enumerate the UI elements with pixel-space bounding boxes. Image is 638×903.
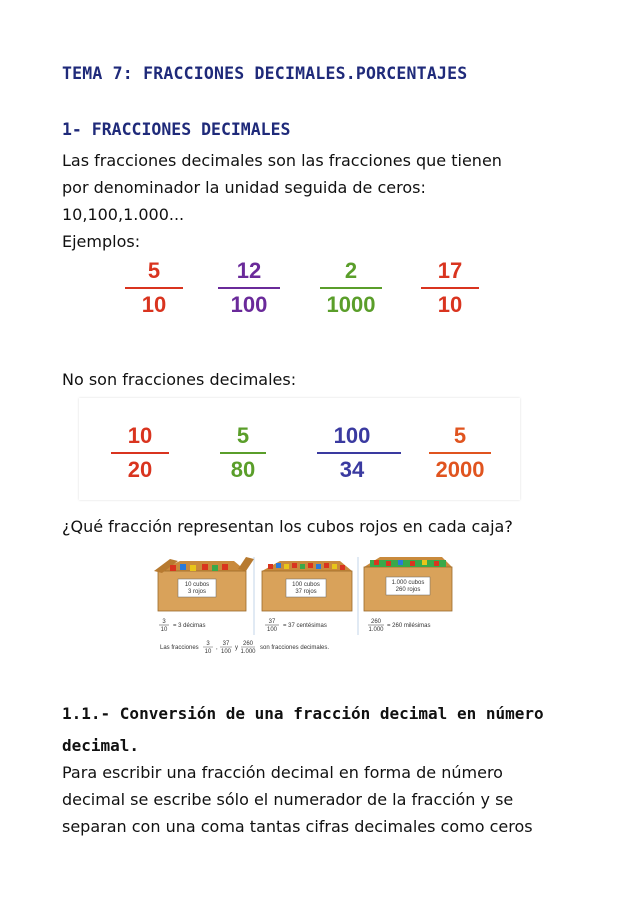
caption-separator: , — [216, 645, 218, 651]
fraction-non-example — [105, 423, 175, 483]
cube-box-2 — [262, 561, 352, 611]
numerator: 260 — [242, 641, 254, 647]
box-fraction-3 — [368, 619, 431, 633]
fraction-non-example — [208, 423, 278, 483]
cube-box-1 — [154, 557, 254, 611]
box-label: 1.000 cubos — [391, 580, 425, 586]
fraction-example — [119, 258, 189, 318]
paragraph-line: No son fracciones decimales: — [62, 370, 297, 389]
fraction-bar — [125, 287, 183, 289]
box-label: 10 cubos — [184, 582, 210, 588]
numerator: 5 — [236, 423, 250, 448]
numerator: 10 — [127, 423, 153, 448]
numerator: 3 — [162, 619, 166, 625]
denominator: 10 — [160, 627, 168, 633]
numerator: 17 — [437, 258, 463, 283]
fraction-non-example — [317, 423, 387, 483]
numerator: 12 — [236, 258, 262, 283]
cube-box-3 — [364, 557, 452, 611]
denominator: 100 — [266, 627, 278, 633]
numerator: 260 — [370, 619, 382, 625]
fraction-bar — [220, 452, 266, 454]
paragraph-line: Ejemplos: — [62, 232, 141, 251]
heading-line: 1.1.- Conversión de una fracción decimal en número — [62, 704, 544, 723]
numerator: 2 — [344, 258, 358, 283]
numerator: 5 — [147, 258, 161, 283]
box-label: 260 rojos — [395, 587, 421, 593]
question-text: ¿Qué fracción representan los cubos rojos en cada caja? — [62, 517, 513, 536]
denominator: 100 — [220, 649, 232, 655]
heading-line: decimal. — [62, 736, 140, 755]
paragraph-line: separan con una coma tantas cifras decimales como ceros — [62, 817, 533, 836]
numerator: 100 — [333, 423, 371, 448]
denominator: 10 — [204, 649, 212, 655]
figure-caption — [160, 641, 329, 655]
numerator: 37 — [222, 641, 230, 647]
fraction-bar — [218, 287, 280, 289]
fraction-bar — [320, 287, 382, 289]
denominator: 34 — [339, 457, 365, 482]
box-label: 37 rojos — [295, 589, 317, 595]
denominator: 1000 — [326, 292, 376, 317]
caption-suffix: son fracciones decimales. — [260, 645, 330, 651]
paragraph-line: Para escribir una fracción decimal en forma de número — [62, 763, 503, 782]
denominator: 2000 — [435, 457, 485, 482]
fraction-bar — [317, 452, 401, 454]
numerator: 5 — [453, 423, 467, 448]
fraction-bar — [429, 452, 491, 454]
denominator: 1.000 — [368, 627, 384, 633]
numerator: 3 — [206, 641, 210, 647]
denominator: 80 — [230, 457, 256, 482]
fraction-result: = 3 décimas — [173, 623, 206, 629]
fraction-example — [316, 258, 386, 318]
denominator: 20 — [127, 457, 153, 482]
fraction-example — [214, 258, 284, 318]
fraction-bar — [111, 452, 169, 454]
page-title: TEMA 7: FRACCIONES DECIMALES.PORCENTAJES — [62, 64, 468, 83]
fraction-result: = 260 milésimas — [387, 623, 431, 629]
denominator: 10 — [141, 292, 167, 317]
caption-prefix: Las fracciones — [160, 645, 199, 651]
numerator: 37 — [268, 619, 276, 625]
fraction-non-example — [425, 423, 495, 483]
box-fraction-1 — [159, 619, 206, 633]
fraction-bar — [421, 287, 479, 289]
paragraph-line: por denominador la unidad seguida de ceros: — [62, 178, 426, 197]
paragraph-line: decimal se escribe sólo el numerador de la fracción y se — [62, 790, 514, 809]
denominator: 10 — [437, 292, 463, 317]
section-heading: 1- FRACCIONES DECIMALES — [62, 120, 291, 139]
caption-separator: y — [235, 645, 238, 651]
box-label: 100 cubos — [292, 582, 320, 588]
fraction-result: = 37 centésimas — [283, 623, 327, 629]
denominator: 100 — [230, 292, 268, 317]
denominator: 1.000 — [240, 649, 256, 655]
fraction-example — [415, 258, 485, 318]
box-label: 3 rojos — [187, 589, 207, 595]
subsection-heading — [62, 698, 562, 762]
cube-boxes-illustration — [150, 553, 456, 661]
paragraph-line: Las fracciones decimales son las fracciones que tienen — [62, 151, 502, 170]
paragraph-line: 10,100,1.000... — [62, 205, 185, 224]
box-fraction-2 — [265, 619, 327, 633]
